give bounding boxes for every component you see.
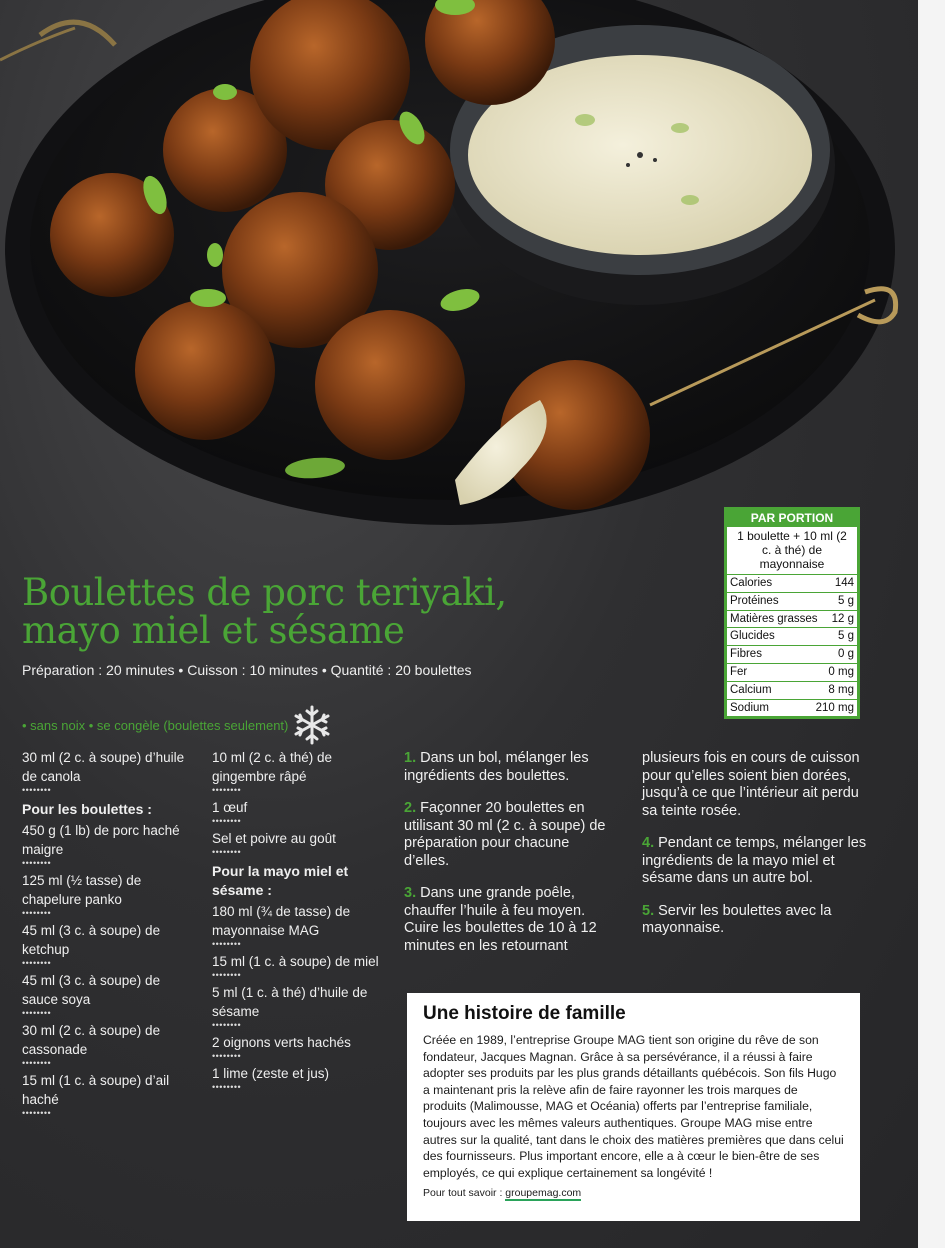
nutrition-label: Fer xyxy=(730,665,748,678)
nutrition-table xyxy=(724,507,860,719)
nutrition-label: Matières grasses xyxy=(730,612,818,625)
nutrition-label: Fibres xyxy=(730,648,762,661)
ingredient-text: 45 ml (3 c. à soupe) de sauce soya xyxy=(22,973,161,1007)
ingredient-text: 30 ml (2 c. à soupe) d’huile de canola xyxy=(22,750,185,784)
ingredient-text: 30 ml (2 c. à soupe) de cassonade xyxy=(22,1023,161,1057)
recipe-step xyxy=(404,750,609,785)
ingredient-item xyxy=(212,1064,387,1095)
recipe-step xyxy=(642,835,867,888)
nutrition-row xyxy=(727,646,857,664)
nutrition-serving: 1 boulette + 10 ml (2 c. à thé) de mayonnaise xyxy=(727,527,857,575)
family-history-box xyxy=(407,993,860,1221)
family-title: Une histoire de famille xyxy=(423,1003,626,1024)
family-more xyxy=(423,1187,844,1199)
step-number: 4. xyxy=(642,835,655,851)
recipe-step xyxy=(642,903,867,938)
nutrition-label: Protéines xyxy=(730,594,779,607)
step-number: 3. xyxy=(404,885,417,901)
ingredient-item xyxy=(212,829,387,860)
dotted-separator: •••••••• xyxy=(212,785,242,795)
recipe-photo xyxy=(0,0,918,560)
nutrition-row xyxy=(727,628,857,646)
recipe-title xyxy=(22,571,507,652)
nutrition-value: 12 g xyxy=(831,612,854,625)
ingredient-subhead: Pour la mayo miel et sésame : xyxy=(212,863,349,898)
ingredient-text: 1 lime (zeste et jus) xyxy=(212,1066,330,1081)
nutrition-row xyxy=(727,682,857,700)
nutrition-value: 0 g xyxy=(838,648,854,661)
ingredient-text: 5 ml (1 c. à thé) d’huile de sésame xyxy=(212,985,368,1019)
step-text: Servir les boulettes avec la mayonnaise. xyxy=(642,902,832,936)
nutrition-row xyxy=(727,593,857,611)
dotted-separator: •••••••• xyxy=(22,858,52,868)
ingredient-item xyxy=(212,983,387,1033)
family-more-label: Pour tout savoir : xyxy=(423,1187,506,1200)
dotted-separator: •••••••• xyxy=(212,970,242,980)
recipe-step xyxy=(404,800,609,870)
recipe-meta: Préparation : 20 minutes • Cuisson : 10 minutes • Quantité : 20 boulettes xyxy=(22,662,472,678)
step-text: Pendant ce temps, mélanger les ingrédients de la mayo miel et sésame dans un autre bol. xyxy=(642,835,867,886)
ingredient-item xyxy=(22,748,197,798)
dotted-separator: •••••••• xyxy=(212,816,242,826)
ingredient-text: 15 ml (1 c. à soupe) d’ail haché xyxy=(22,1073,170,1107)
step-text: Dans une grande poêle, chauffer l’huile à feu moyen. Cuire les boulettes de 10 à 12 minutes en les retournant xyxy=(404,885,597,954)
nutrition-header: PAR PORTION xyxy=(727,510,857,527)
dotted-separator: •••••••• xyxy=(212,939,242,949)
step-text: plusieurs fois en cours de cuisson pour qu’elles soient bien dorées, jusqu’à ce que l’intérieur ait perdu sa teinte rosée. xyxy=(642,750,860,819)
ingredient-item xyxy=(212,1033,387,1064)
nutrition-label: Glucides xyxy=(730,630,775,643)
dotted-separator: •••••••• xyxy=(22,1108,52,1118)
ingredient-item xyxy=(22,971,197,1021)
nutrition-value: 8 mg xyxy=(828,683,854,696)
ingredient-text: 180 ml (¾ de tasse) de mayonnaise MAG xyxy=(212,904,351,938)
ingredient-item xyxy=(212,748,387,798)
recipe-step xyxy=(642,750,867,820)
ingredient-text: 10 ml (2 c. à thé) de gingembre râpé xyxy=(212,750,333,784)
dotted-separator: •••••••• xyxy=(22,1058,52,1068)
dotted-separator: •••••••• xyxy=(212,847,242,857)
recipe-title-line1: Boulettes de porc teriyaki, xyxy=(22,571,507,614)
steps-column-2 xyxy=(642,750,867,953)
dotted-separator: •••••••• xyxy=(22,908,52,918)
nutrition-label: Calories xyxy=(730,577,773,589)
steps-column-1 xyxy=(404,750,609,970)
ingredient-item xyxy=(22,871,197,921)
nutrition-value: 144 xyxy=(834,577,854,589)
nutrition-row xyxy=(727,664,857,682)
nutrition-value: 0 mg xyxy=(828,665,854,678)
ingredient-item xyxy=(212,952,387,983)
nutrition-value: 5 g xyxy=(838,630,854,643)
ingredient-subhead: Pour les boulettes : xyxy=(22,801,152,817)
nutrition-row xyxy=(727,611,857,629)
ingredient-item xyxy=(22,921,197,971)
ingredient-item xyxy=(22,821,197,871)
nutrition-value: 210 mg xyxy=(815,701,854,714)
ingredients-column-1 xyxy=(22,748,197,1121)
ingredient-item xyxy=(212,798,387,829)
ingredient-item xyxy=(212,902,387,952)
recipe-step xyxy=(404,885,609,955)
nutrition-row xyxy=(727,575,857,593)
dotted-separator: •••••••• xyxy=(212,1020,242,1030)
nutrition-value: 5 g xyxy=(838,594,854,607)
nutrition-label: Calcium xyxy=(730,683,772,696)
ingredient-text: 45 ml (3 c. à soupe) de ketchup xyxy=(22,923,161,957)
groupemag-link[interactable]: groupemag.com xyxy=(505,1187,582,1200)
step-text: Façonner 20 boulettes en utilisant 30 ml (2 c. à soupe) de préparation pour chacune d’elles. xyxy=(404,800,606,869)
ingredient-text: 15 ml (1 c. à soupe) de miel xyxy=(212,954,379,969)
dotted-separator: •••••••• xyxy=(22,1008,52,1018)
dotted-separator: •••••••• xyxy=(22,958,52,968)
recipe-tags xyxy=(22,703,334,747)
step-text: Dans un bol, mélanger les ingrédients des boulettes. xyxy=(404,750,589,784)
ingredient-text: 450 g (1 lb) de porc haché maigre xyxy=(22,823,180,857)
family-body: Créée en 1989, l’entreprise Groupe MAG tient son origine du rêve de son fondateur, Jacques Magnan. Grâce à sa persévérance, il a réussi à faire adopter ses produits par les plus grands détaillants québécois. Son fils Hugo a maintenant pris la relève afin de faire rayonner les trois marques de produits (Malimousse, MAG et Océania) offerts par l’entreprise familiale, toujours avec les mêmes valeurs authentiques. Groupe MAG mise entre autres sur la qualité, tant dans le choix des matières premières que dans celui des fournisseurs. Plus important encore, elle a à cœur le bien-être de ses employés, ce qui explique certainement sa longévité ! xyxy=(423,1033,844,1180)
ingredient-item xyxy=(22,1071,197,1121)
ingredients-column-2 xyxy=(212,748,387,1095)
recipe-title-line2: mayo miel et sésame xyxy=(22,609,405,652)
nutrition-label: Sodium xyxy=(730,701,769,714)
snowflake-icon xyxy=(290,703,334,747)
step-number: 5. xyxy=(642,902,655,919)
dotted-separator: •••••••• xyxy=(22,785,52,795)
ingredient-text: 125 ml (½ tasse) de chapelure panko xyxy=(22,873,142,907)
dotted-separator: •••••••• xyxy=(212,1082,242,1092)
ingredient-text: 1 œuf xyxy=(212,800,248,815)
ingredient-text: Sel et poivre au goût xyxy=(212,831,336,846)
ingredient-item xyxy=(22,1021,197,1071)
dotted-separator: •••••••• xyxy=(212,1051,242,1061)
step-number: 1. xyxy=(404,750,417,766)
recipe-tags-text: • sans noix • se congèle (boulettes seulement) xyxy=(22,717,289,733)
ingredient-text: 2 oignons verts hachés xyxy=(212,1035,351,1050)
nutrition-row xyxy=(727,700,857,717)
step-number: 2. xyxy=(404,800,417,816)
page-edge xyxy=(918,0,945,1248)
